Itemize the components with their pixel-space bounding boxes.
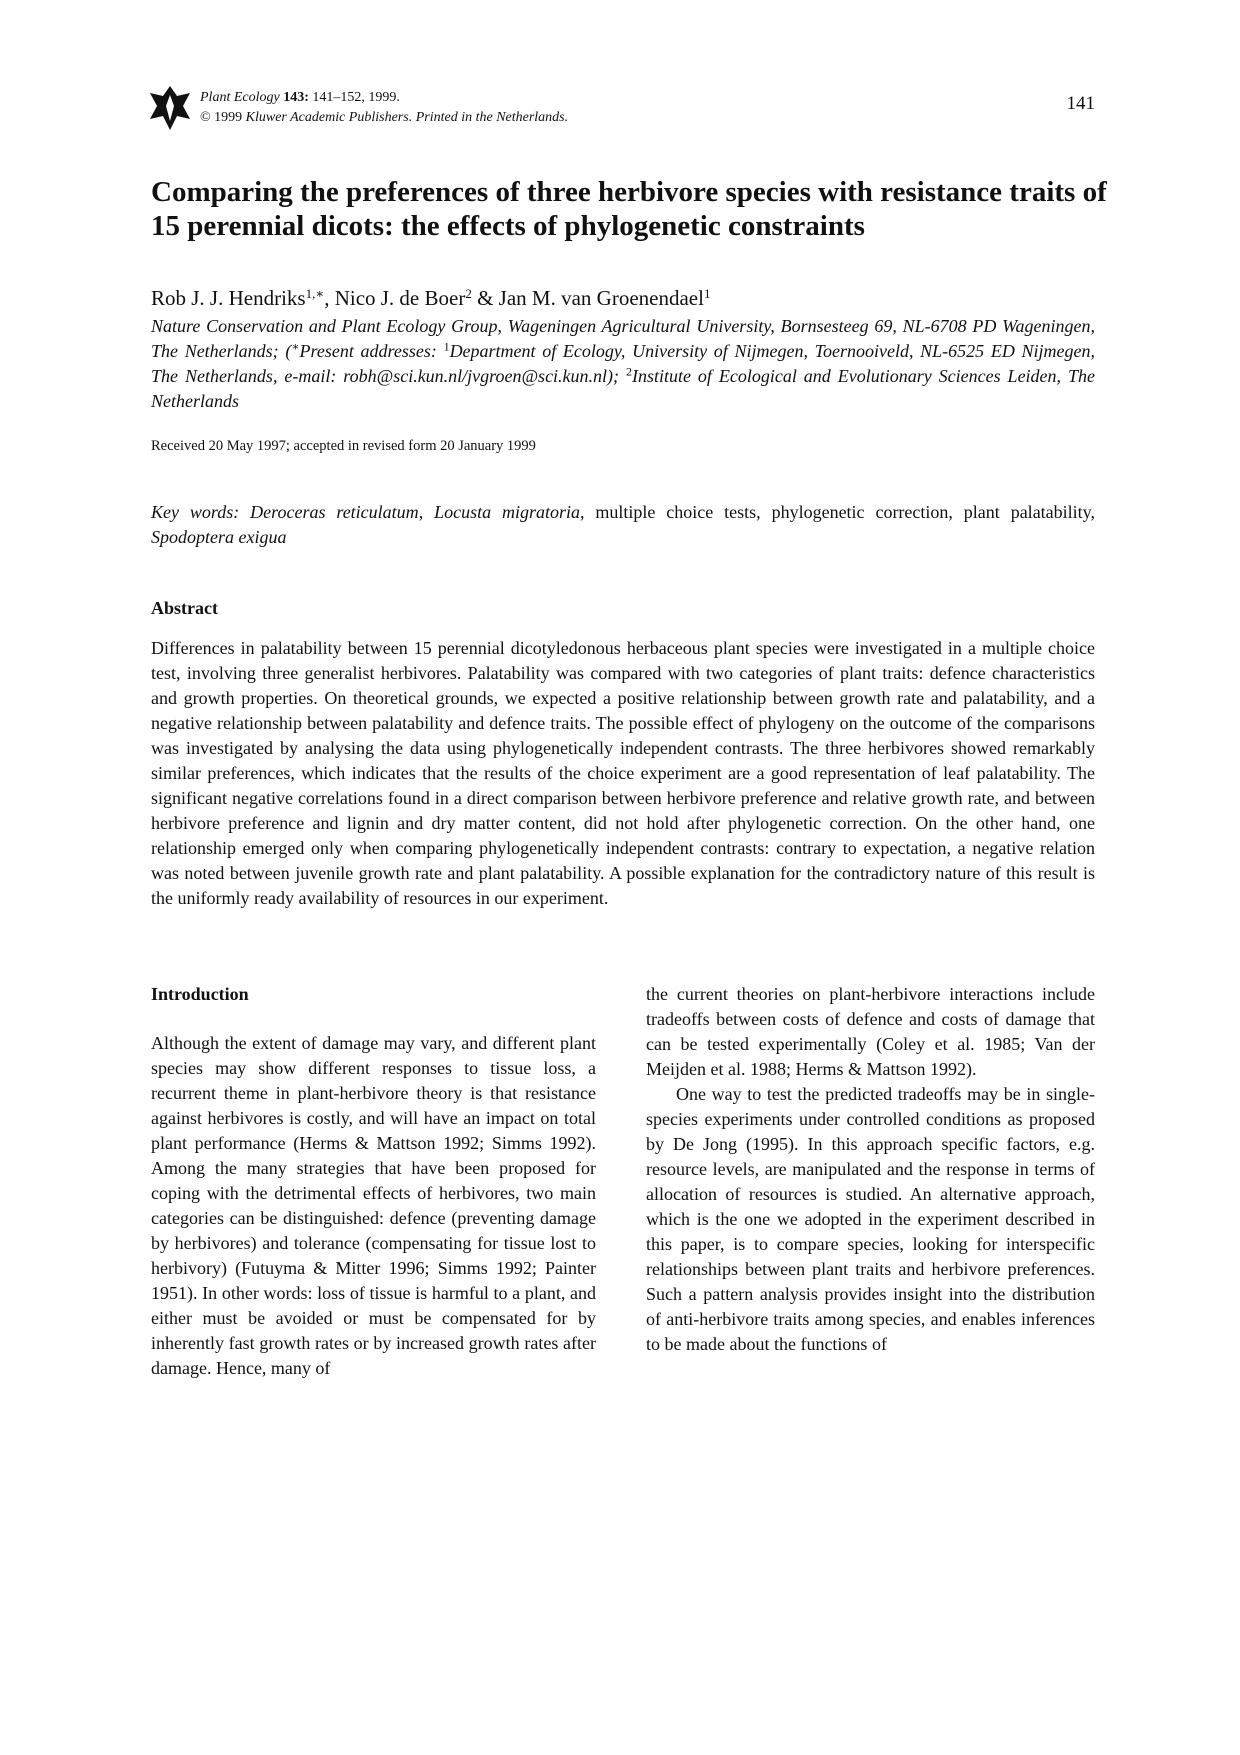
author-separator: ,	[324, 286, 335, 310]
page-number: 141	[1066, 93, 1095, 114]
introduction-paragraph: Although the extent of damage may vary, and different plant species may show different responses to tissue loss, a recurrent theme in plant-herbivore theory is that resistance against herbivores is costly, and will have an impact on total plant performance (Herms & Mattson 1992; Simms 1992). Among the many strategies that have been proposed for coping with the detrimental effects of herbivores, two main categories can be distinguished: defence (preventing damage by herbivores) and tolerance (compensating for tissue lost to herbivory) (Futuyma & Mitter 1996; Simms 1992; Painter 1951). In other words: loss of tissue is harmful to a plant, and either must be avoided or must be compensated for by inherently fast growth rates or by increased growth rates after damage. Hence, many of	[151, 1033, 596, 1378]
affiliation-mark: 1	[443, 339, 450, 354]
introduction-paragraph: the current theories on plant-herbivore interactions include tradeoffs between costs of defence and costs of damage that can be tested experimentally (Coley et al. 1985; Van der Meijden et al. 1988; Herms & Mattson 1992).	[646, 984, 1095, 1079]
journal-name: Plant Ecology	[200, 90, 280, 105]
copyright-year: © 1999	[200, 110, 243, 125]
affiliation-text: Department of Ecology, University of Nijmegen, Toernooiveld, NL-6525 ED Nijmegen, The Netherlands, e-mail: robh@sci.kun.nl/jvgroen@sci.kun.nl);	[151, 341, 1096, 386]
author-name: Rob J. J. Hendriks	[151, 286, 306, 310]
keywords-label: Key words:	[151, 502, 240, 522]
abstract-heading: Abstract	[151, 598, 218, 618]
journal-pages-year: 141–152, 1999.	[312, 90, 400, 105]
affiliation-text: Nature Conservation and Plant Ecology Group, Wageningen Agricultural University, Bornsesteeg 69, NL-6708 PD Wageningen, The Netherlands; (	[151, 316, 1095, 361]
author-affiliation-mark: 2	[465, 285, 472, 301]
keyword-species: Spodoptera exigua	[151, 527, 287, 547]
journal-volume: 143:	[283, 90, 309, 105]
article-title: Comparing the preferences of three herbivore species with resistance traits of 15 perennial dicots: the effects of phylogenetic constraints	[151, 176, 1107, 242]
keyword-species: Locusta migratoria	[434, 502, 581, 522]
publisher-name: Kluwer Academic Publishers.	[245, 110, 413, 125]
keyword-species: Deroceras reticulatum	[250, 502, 419, 522]
affiliations	[151, 314, 1095, 414]
affiliation-mark: 2	[625, 364, 632, 379]
author-affiliation-mark: 1	[703, 285, 711, 301]
received-dates: Received 20 May 1997; accepted in revised form 20 January 1999	[151, 438, 536, 454]
author-name: Nico J. de Boer	[334, 286, 466, 310]
copyright-line	[200, 108, 920, 128]
keywords	[151, 500, 1095, 550]
affiliation-text: Institute of Ecological and Evolutionary Sciences Leiden, The Netherlands	[151, 366, 1095, 411]
journal-citation	[200, 88, 920, 128]
abstract-text: Differences in palatability between 15 perennial dicotyledonous herbaceous plant species were investigated in a multiple choice test, involving three generalist herbivores. Palatability was compared with two categories of plant traits: defence characteristics and growth properties. On theoretical grounds, we expected a positive relationship between growth rate and palatability, and a negative relationship between palatability and defence traits. The possible effect of phylogeny on the outcome of the comparisons was investigated by analysing the data using phylogenetically independent contrasts. The three herbivores showed remarkably similar preferences, which indicates that the results of the choice experiment are a good representation of leaf palatability. The significant negative correlations found in a direct comparison between herbivore preference and relative growth rate, and between herbivore preference and lignin and dry matter content, did not hold after phylogenetic correction. On the other hand, one relationship emerged only when comparing phylogenetically independent contrasts: contrary to expectation, a negative relation was noted between juvenile growth rate and plant palatability. A possible explanation for the contradictory nature of this result is the uniformly ready availability of resources in our experiment.	[151, 638, 1095, 908]
keyword-separator: ,	[418, 502, 435, 522]
right-column	[646, 982, 1095, 1357]
keyword-terms: , multiple choice tests, phylogenetic correction, plant palatability,	[580, 502, 1096, 522]
introduction-paragraph: One way to test the predicted tradeoffs may be in single-species experiments under controlled conditions as proposed by De Jong (1995). In this approach specific factors, e.g. resource levels, are manipulated and the response in terms of allocation of resources is studied. An alternative approach, which is the one we adopted in the experiment described in this paper, is to compare species, looking for interspecific relationships between plant traits and herbivore preferences. Such a pattern analysis provides insight into the distribution of anti-herbivore traits among species, and enables inferences to be made about the functions of	[646, 1084, 1095, 1354]
author-list	[151, 285, 1111, 311]
author-separator: &	[471, 286, 499, 310]
author-name: Jan M. van Groenendael	[498, 286, 704, 310]
kluwer-logo-icon	[150, 86, 190, 130]
citation-line	[200, 88, 920, 108]
left-column	[151, 982, 596, 1381]
present-address-mark: ∗	[291, 339, 300, 354]
author-affiliation-mark: 1,∗	[305, 285, 325, 301]
printed-note: Printed in the Netherlands.	[415, 110, 569, 125]
affiliation-text: Present addresses:	[299, 341, 444, 361]
introduction-heading: Introduction	[151, 984, 249, 1004]
